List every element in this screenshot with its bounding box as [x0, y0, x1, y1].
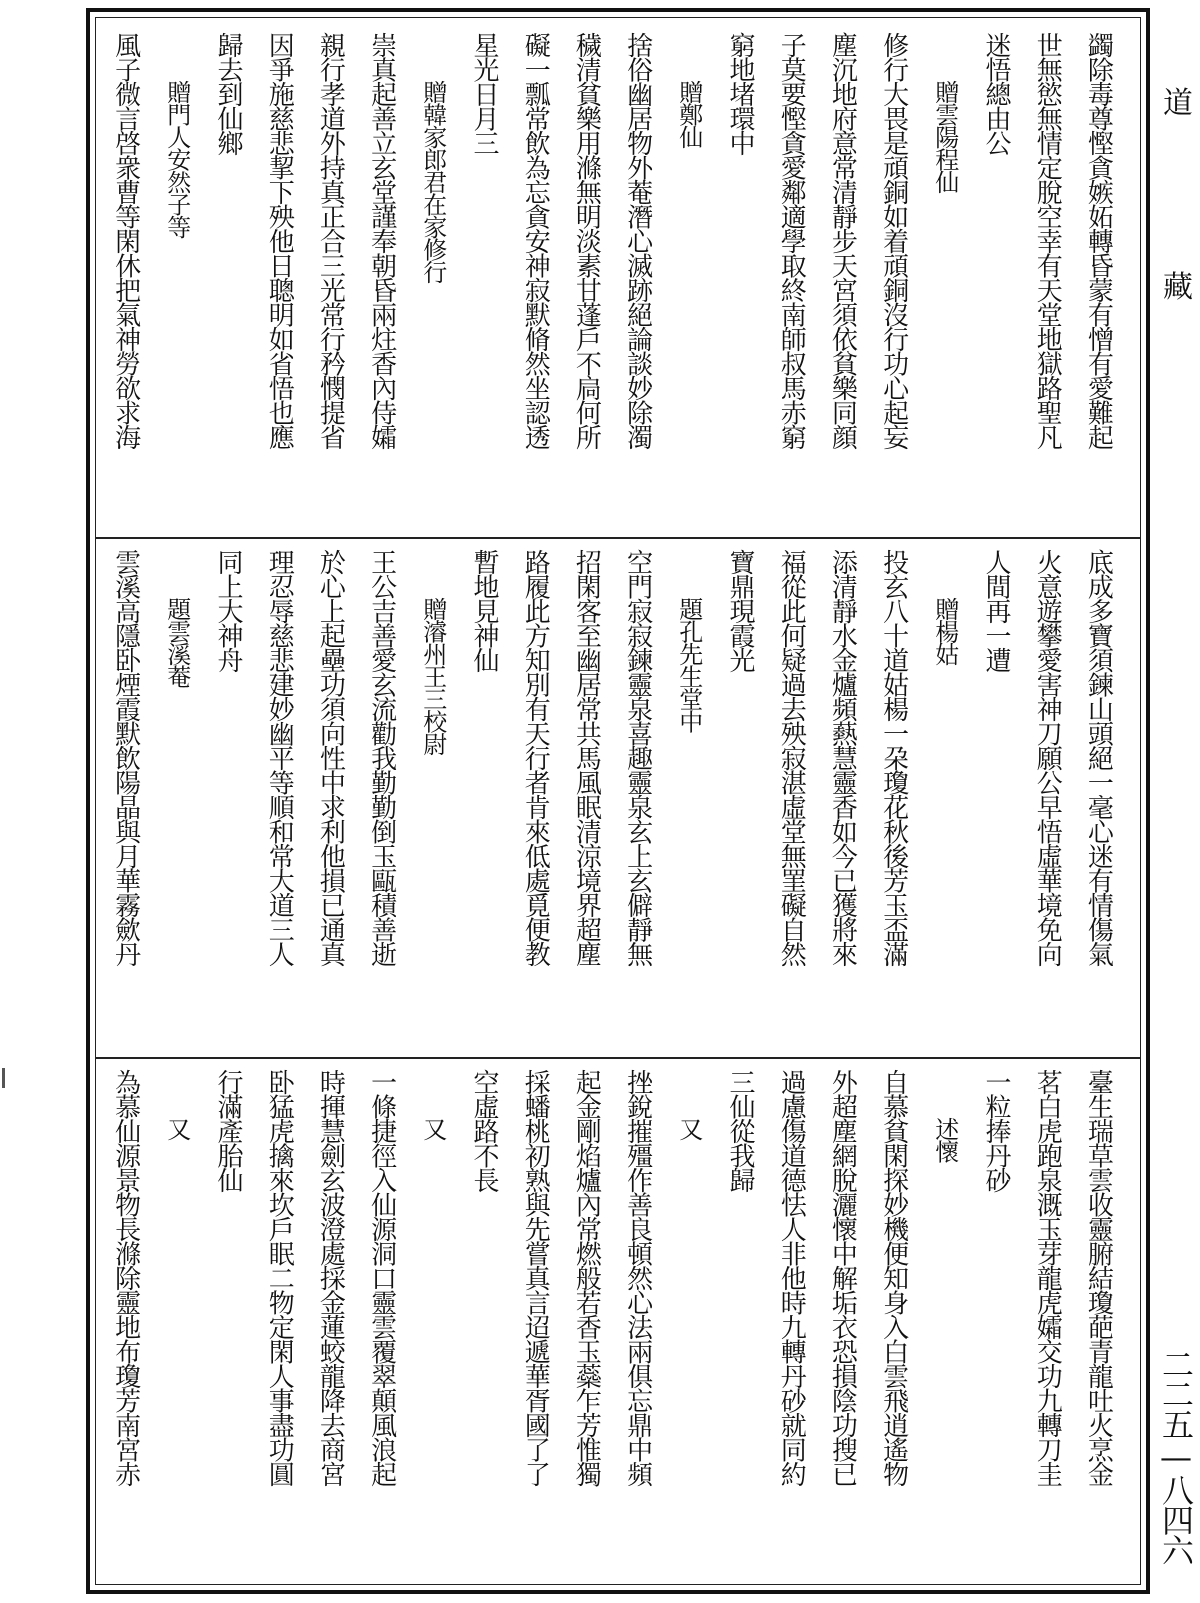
text-column: 投玄八十道姑楊一朶瓊花秋後芳玉盃滿	[878, 549, 909, 966]
page-number: 二二五—八四六	[1157, 1348, 1195, 1564]
text-column: 添清靜水金爐頻爇慧靈香如今已獲將來	[827, 549, 858, 966]
poem-title-column: 贈雲陽程仙	[930, 80, 959, 193]
text-column: 外超塵網脫灑懷中解垢衣恐損陰功搜已	[827, 1069, 858, 1486]
poem-title-column: 贈濬州王三校尉	[418, 597, 447, 755]
poem-title-column: 贈楊姑	[930, 597, 959, 665]
text-column: 暫地見神仙	[469, 549, 499, 672]
poem-title-column: 贈韓家郎君在家修行	[418, 80, 447, 283]
text-column: 空虛路不長	[469, 1069, 499, 1192]
text-column: 雲溪高隱卧煙霞默飲陽晶與月華霧歛丹	[110, 549, 141, 966]
page-frame	[86, 8, 1150, 1594]
text-column: 空門寂寂鍊靈泉喜趣靈泉玄上玄僻靜無	[622, 549, 653, 966]
text-column: 崇真起善立玄堂謹奉朝昏兩炷香內侍孀	[366, 32, 397, 449]
text-column: 風子微言啓衆曹等閑休把氣神勞欲求海	[110, 32, 141, 449]
side-label-zang: 藏	[1163, 270, 1193, 305]
text-column: 因爭施慈悲挈下殃他日聰明如省悟也應	[264, 32, 295, 449]
text-column: 時揮慧劍玄波澄處採金蓮蛟龍降去商宮	[315, 1069, 346, 1486]
text-column: 王公吉善愛玄流勸我勤勤倒玉甌積善逝	[366, 549, 397, 966]
text-column: 為慕仙源景物長滌除靈地布瓊芳南宮赤	[110, 1069, 141, 1486]
text-column: 火意遊攀愛害神刀願公早悟虛華境免向	[1032, 549, 1063, 966]
text-column: 招閑客至幽居常共馬風眠清涼境界超塵	[571, 549, 602, 966]
poem-title-column: 贈門人安然子等	[162, 80, 191, 238]
text-column: 一條捷徑入仙源洞口靈雲覆翠顛風浪起	[366, 1069, 397, 1486]
register-divider	[96, 537, 1140, 539]
text-column: 路履此方知別有天行者肯來低處覓便教	[520, 549, 551, 966]
text-column: 迷悟總由公	[981, 32, 1011, 155]
text-column: 採蟠桃初熟與先嘗真言迢遞華胥國了了	[520, 1069, 551, 1486]
text-column: 歸去到仙鄉	[213, 32, 243, 155]
text-column: 親行孝道外持真正合三光常行矜憫提省	[315, 32, 346, 449]
text-column: 茗白虎跑泉溉玉芽龍虎孀交功九轉刀圭	[1032, 1069, 1063, 1486]
poem-title-column: 又	[418, 1117, 447, 1140]
text-column: 行滿產胎仙	[213, 1069, 243, 1192]
poem-title-column: 贈鄭仙	[674, 80, 703, 148]
text-column: 起金剛焰爐內常燃般若香玉蘂乍芳惟獨	[571, 1069, 602, 1486]
poem-title-column: 題雲溪菴	[162, 597, 191, 687]
text-column: 塵沉地府意常清靜步天宮須依貧樂同顔	[827, 32, 858, 449]
side-label-dao: 道	[1163, 86, 1193, 121]
text-column: 三仙從我歸	[725, 1069, 755, 1192]
text-column: 寶鼎現霞光	[725, 549, 755, 672]
text-register-top	[100, 22, 1136, 539]
poem-title-column: 題孔先生堂中	[674, 597, 703, 732]
text-column: 人間再一遭	[981, 549, 1011, 672]
poem-title-column: 又	[162, 1117, 191, 1140]
text-column: 挫銳摧殭作善良頓然心法兩俱忘鼎中頻	[622, 1069, 653, 1486]
text-column: 一粒捧丹砂	[981, 1069, 1011, 1192]
text-column: 福從此何疑過去殃寂湛虛堂無罣礙自然	[776, 549, 807, 966]
text-column: 底成多寶須鍊山頭絕一毫心迷有情傷氣	[1083, 549, 1114, 966]
text-column: 子莫要慳貪愛鄰適學取終南師叔馬赤窮	[776, 32, 807, 449]
text-column: 星光日月三	[469, 32, 499, 155]
text-column: 穢清貧樂用滌無明淡素甘蓬戶不扃何所	[571, 32, 602, 449]
text-column: 自慕貧閑探妙機便知身入白雲飛逍遙物	[878, 1069, 909, 1486]
poem-title-column: 述懷	[930, 1117, 959, 1162]
text-column: 窮地堵環中	[725, 32, 755, 155]
text-register-bottom	[100, 1059, 1136, 1584]
text-column: 世無慾無情定脫空幸有天堂地獄路聖凡	[1032, 32, 1063, 449]
text-column: 過慮傷道德怯人非他時九轉丹砂就同約	[776, 1069, 807, 1486]
text-column: 理忍辱慈悲建妙幽平等順和常大道三人	[264, 549, 295, 966]
text-column: 修行大畏是頑銅如着頑銅沒行功心起妄	[878, 32, 909, 449]
text-column: 礙一瓢常飲為忘貪安神寂默脩然坐認透	[520, 32, 551, 449]
scan-mark	[2, 1068, 5, 1088]
text-column: 卧猛虎擒來坎戶眠二物定閑人事盡功圓	[264, 1069, 295, 1486]
text-column: 蠲除毒尊慳貪嫉妬轉昏蒙有憎有愛難起	[1083, 32, 1114, 449]
text-column: 於心上起壘功須向性中求利他損已通真	[315, 549, 346, 966]
text-column: 捨俗幽居物外菴潛心滅跡絕論談妙除濁	[622, 32, 653, 449]
poem-title-column: 又	[674, 1117, 703, 1140]
register-divider	[96, 1057, 1140, 1059]
text-column: 臺生瑞草雲收靈腑結瓊葩青龍吐火烹金	[1083, 1069, 1114, 1486]
text-column: 同上大神舟	[213, 549, 243, 672]
text-register-middle	[100, 539, 1136, 1059]
